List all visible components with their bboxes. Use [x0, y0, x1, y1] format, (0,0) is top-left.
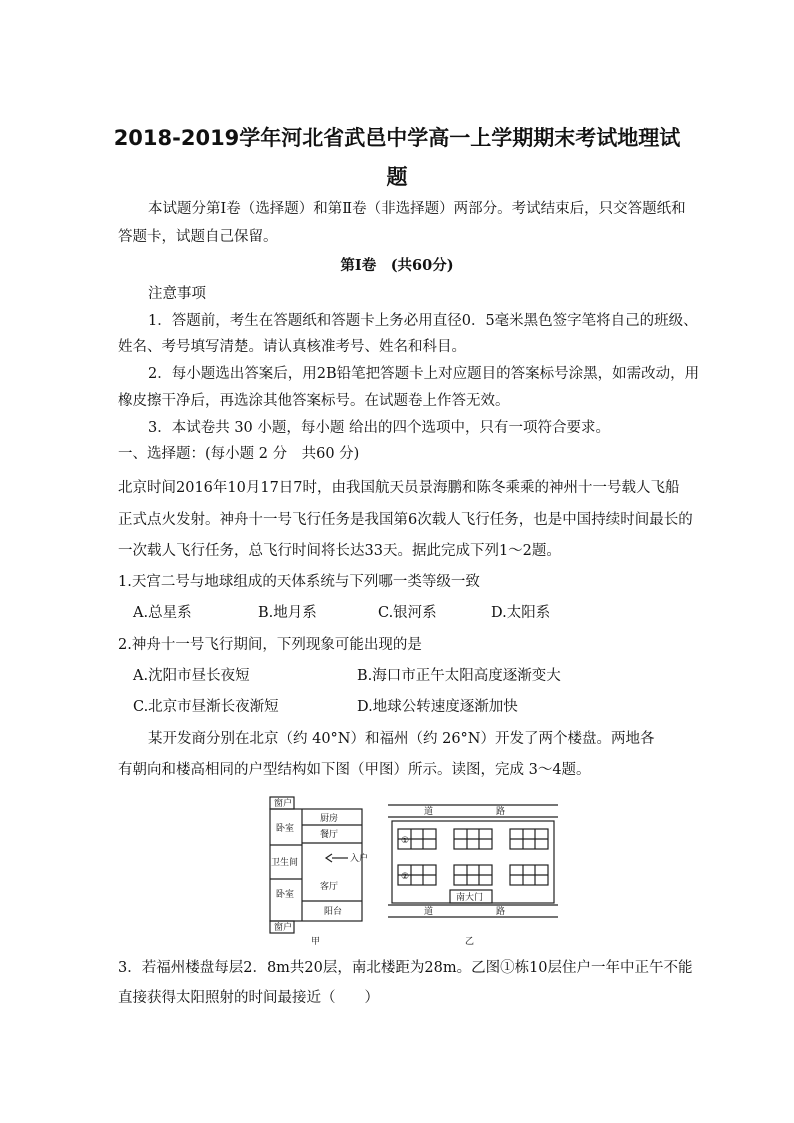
q1-option-a[interactable]: A.总星系: [133, 605, 192, 621]
room-label: 卫生间: [271, 858, 299, 868]
page-title-continued: 题: [386, 165, 408, 189]
q1-option-c[interactable]: C.银河系: [378, 605, 437, 621]
site-boundary: [392, 821, 554, 903]
building-row-1: [398, 829, 548, 849]
figure-floorplan-and-site: [262, 793, 562, 948]
note-line-3: 2．每小题选出答案后，用2B铅笔把答题卡上对应题目的答案标号涂黑，如需改动，用: [148, 366, 700, 382]
room-label: 窗户: [274, 923, 293, 933]
q1-stem: 1.天宫二号与地球组成的天体系统与下列哪一类等级一致: [118, 574, 480, 590]
room-label: 客厅: [320, 882, 339, 892]
note-line-4: 橡皮擦干净后，再选涂其他答案标号。在试题卷上作答无效。: [118, 393, 510, 409]
building-mark-1: ①: [401, 836, 410, 846]
intro-line-2: 答题卡，试题自己保留。: [118, 229, 278, 245]
notes-heading: 注意事项: [148, 286, 206, 302]
room-label: 厨房: [320, 814, 339, 824]
road-label: 路: [496, 907, 506, 917]
q1-option-d[interactable]: D.太阳系: [491, 605, 551, 621]
room-label: 窗户: [274, 799, 293, 809]
note-line-1: 1．答题前，考生在答题纸和答题卡上务必用直径0．5毫米黑色签字笔将自己的班级、: [148, 313, 698, 329]
q2-option-c[interactable]: C.北京市昼渐长夜渐短: [133, 699, 279, 715]
q2-option-d[interactable]: D.地球公转速度逐渐加快: [357, 699, 518, 715]
figure-caption-yi: 乙: [465, 937, 475, 947]
note-line-2: 姓名、考号填写清楚。请认真核准考号、姓名和科目。: [118, 339, 466, 355]
room-label: 阳台: [324, 907, 343, 917]
room-label: 入户: [350, 854, 369, 864]
figure-caption-jia: 甲: [311, 937, 321, 947]
south-gate-label: 南大门: [456, 893, 484, 903]
q2-option-a[interactable]: A.沈阳市昼长夜短: [133, 668, 250, 684]
section-title: 第Ⅰ卷 (共60分): [340, 257, 454, 274]
building-mark-2: ②: [401, 872, 410, 882]
q3-stem-line-1: 3．若福州楼盘每层2．8m共20层，南北楼距为28m。乙图①栋10层住户一年中正午不能: [118, 960, 693, 976]
passage1-line-3: 一次载人飞行任务，总飞行时间将长达33天。据此完成下列1～2题。: [118, 543, 561, 559]
passage2-line-2: 有朝向和楼高相同的户型结构如下图（甲图）所示。读图，完成 3～4题。: [118, 762, 591, 778]
page-title: 2018-2019学年河北省武邑中学高一上学期期末考试地理试: [113, 126, 681, 150]
passage1-line-2: 正式点火发射。神舟十一号飞行任务是我国第6次载人飞行任务，也是中国持续时间最长的: [118, 512, 693, 528]
q2-option-b[interactable]: B.海口市正午太阳高度逐渐变大: [357, 668, 561, 684]
room-label: 餐厅: [320, 830, 339, 840]
q3-stem-line-2: 直接获得太阳照射的时间最接近（ ）: [118, 990, 379, 1006]
road-label: 道: [424, 807, 434, 817]
room-label: 卧室: [276, 890, 295, 900]
passage1-line-1: 北京时间2016年10月17日7时，由我国航天员景海鹏和陈冬乘乘的神州十一号载人飞船: [118, 480, 680, 496]
intro-line-1: 本试题分第Ⅰ卷（选择题）和第Ⅱ卷（非选择题）两部分。考试结束后，只交答题纸和: [148, 201, 686, 217]
room-label: 卧室: [276, 824, 295, 834]
building-row-2: [398, 865, 548, 885]
passage2-line-1: 某开发商分别在北京（约 40°N）和福州（约 26°N）开发了两个楼盘。两地各: [148, 731, 655, 747]
road-label: 道: [424, 907, 434, 917]
q2-stem: 2.神舟十一号飞行期间，下列现象可能出现的是: [118, 637, 422, 653]
part-heading: 一、选择题：(每小题 2 分 共60 分): [118, 446, 360, 462]
q1-option-b[interactable]: B.地月系: [258, 605, 317, 621]
road-label: 路: [496, 807, 506, 817]
note-line-5: 3．本试卷共 30 小题，每小题 给出的四个选项中，只有一项符合要求。: [148, 420, 611, 436]
